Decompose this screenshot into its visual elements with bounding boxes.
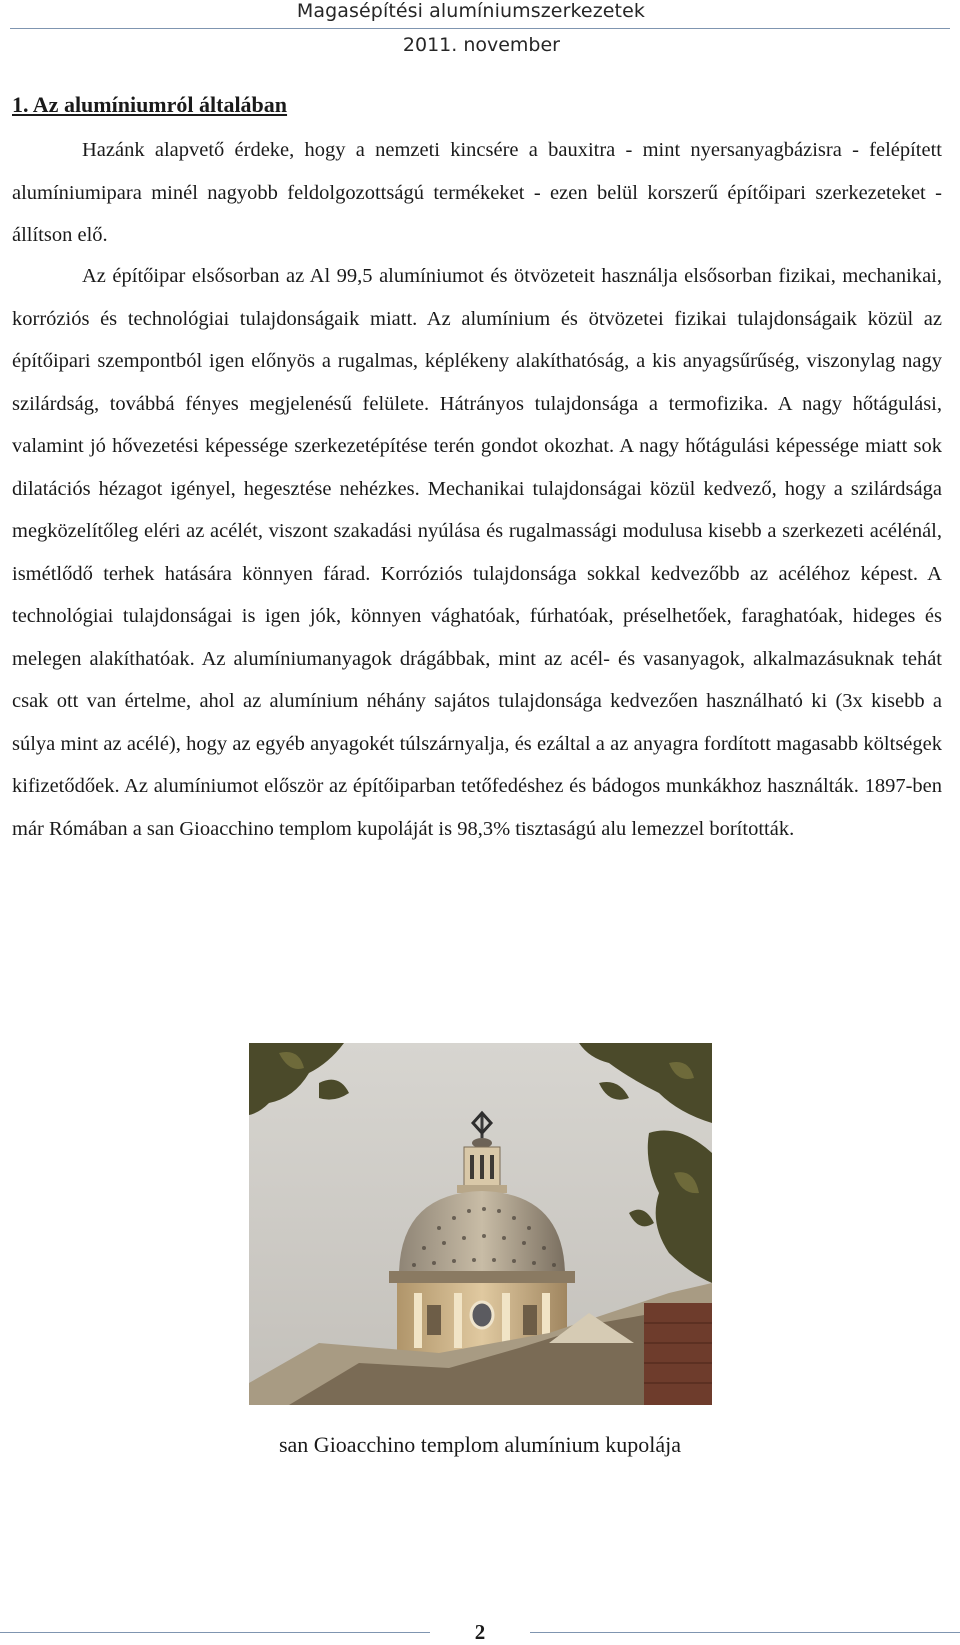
section-title: 1. Az alumíniumról általában <box>12 92 288 117</box>
page-number: 2 <box>474 1620 486 1644</box>
figure-caption: san Gioacchino templom alumínium kupolája <box>278 1432 682 1457</box>
paragraph-properties: Az építőipar elsősorban az Al 99,5 alumíniumot és ötvözeteit használja elsősorban fizikai, mechanikai, korróziós és technológiai tulajdonságaik miatt. Az alumínium és ötvözetei fizikai tulajdonságaik közül az építőipari szempontból igen előnyös a rugalmas, képlékeny alakíthatóság, a kis anyagsűrűség, viszonylag nagy szilárdság, továbbá fényes megjelenésű felülete. Hátrányos tulajdonsága a termofizika. A nagy hőtágulási, valamint jó hővezetési képessége szerkezetépítése terén gondot okozhat. A nagy hőtágulási képessége miatt sok dilatációs hézagot igényel, hegesztése nehézkes. Mechanikai tulajdonságai közül kedvező, hogy a szilárdsága megközelítőleg eléri az acélét, viszont szakadási nyúlása és rugalmassági modulusa kisebb a szerkezeti acélénál, ismétlődő terhek hatására könnyen fárad. Korróziós tulajdonsága sokkal kedvezőbb az acéléhoz képest. A technológiai tulajdonságai is igen jók, könnyen vághatóak, fúrhatóak, préselhetőek, faraghatóak, hideges és melegen alakíthatóak. Az alumíniumanyagok drágábbak, mint az acél- és vasanyagok, alkalmazásuknak tehát csak ott van értelme, ahol az alumínium néhány sajátos tulajdonsága kedvezően használható ki (3x kisebb a súlya mint az acélé), hogy az egyéb anyagokét túlszárnyalja, és ezáltal a az anyagra fordított magasabb költségek kifizetődőek. Az alumíniumot először az építőiparban tetőfedéshez és bádogos munkákhoz használták. 1897-ben már Rómában a san Gioacchino templom kupoláját is 98,3% tisztaságú alu lemezzel borították. <box>12 265 942 840</box>
header-date: 2011. november <box>402 34 560 56</box>
church-dome-photo <box>249 1043 712 1405</box>
header-title: Magasépítési alumíniumszerkezetek <box>296 0 645 22</box>
paragraph-intro: Hazánk alapvető érdeke, hogy a nemzeti kincsére a bauxitra - mint nyersanyagbázisra - felépített alumíniumipara minél nagyobb feldolgozottságú termékeket - ezen belül korszerű építőipari szerkezeteket - állítson elő. <box>12 139 942 246</box>
header-rule <box>10 28 950 29</box>
